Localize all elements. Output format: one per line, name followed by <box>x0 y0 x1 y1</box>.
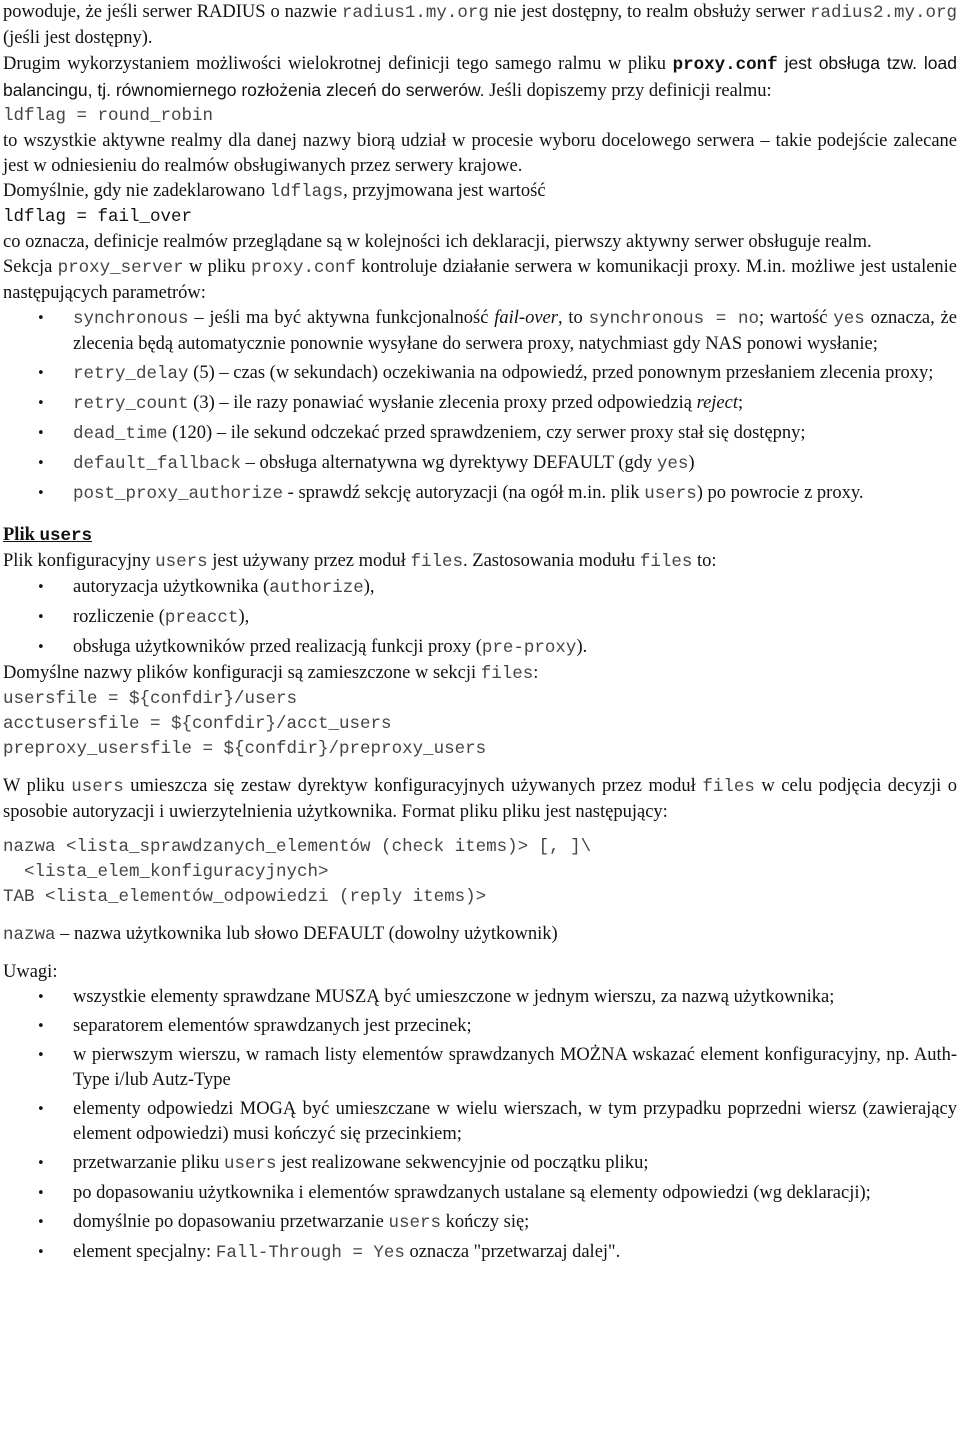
paragraph-nazwa: nazwa – nazwa użytkownika lub słowo DEFAULT (dowolny użytkownik) <box>3 924 558 945</box>
code-fail-over: ldflag = fail_over <box>3 207 193 227</box>
paragraph-users-file: Plik konfiguracyjny users jest używany przez moduł files. Zastosowania modułu files to: <box>3 551 717 572</box>
list-item: • retry_delay (5) – czas (w sekundach) oczekiwania na odpowiedź, przed ponownym przesłaniem zlecenia proxy; <box>3 361 957 387</box>
notes-label: Uwagi: <box>3 962 58 982</box>
list-item: • domyślnie po dopasowaniu przetwarzanie users kończy się; <box>3 1210 957 1236</box>
list-item: • default_fallback – obsługa alternatywna wg dyrektywy DEFAULT (gdy yes) <box>3 451 957 477</box>
paragraph-round-robin-description: to wszystkie aktywne realmy dla danej nazwy biorą udział w procesie wyboru docelowego serwera – takie podejście zalecane jest w odniesieniu do realmów obsługiwanych przez serwery krajowe. <box>3 131 957 176</box>
paragraph-fail-over-description: co oznacza, definicje realmów przeglądane są w kolejności ich deklaracji, pierwszy aktywny serwer obsługuje realm. <box>3 232 872 252</box>
config-lines-block <box>3 687 957 762</box>
list-item: • element specjalny: Fall-Through = Yes oznacza "przetwarzaj dalej". <box>3 1240 957 1266</box>
list-item: • w pierwszym wierszu, w ramach listy elementów sprawdzanych MOŻNA wskazać element konfiguracyjny, np. Auth-Type i/lub Autz-Type <box>3 1043 957 1093</box>
paragraph-default-ldflags: Domyślnie, gdy nie zadeklarowano ldflags, przyjmowana jest wartość <box>3 181 546 202</box>
list-item: • post_proxy_authorize - sprawdź sekcję autoryzacji (na ogół m.in. plik users) po powrocie z proxy. <box>3 481 957 507</box>
list-item: • separatorem elementów sprawdzanych jest przecinek; <box>3 1014 957 1039</box>
files-module-uses-list <box>3 575 957 661</box>
config-line: preproxy_usersfile = ${confdir}/preproxy_users <box>3 739 487 759</box>
format-block <box>3 835 957 910</box>
list-item: • przetwarzanie pliku users jest realizowane sekwencyjnie od początku pliku; <box>3 1151 957 1177</box>
format-line: <lista_elem_konfiguracyjnych> <box>3 862 329 882</box>
section-heading-users: Plik users <box>3 525 93 546</box>
paragraph-default-file-names: Domyślne nazwy plików konfiguracji są zamieszczone w sekcji files: <box>3 663 539 684</box>
paragraph-intro: powoduje, że jeśli serwer RADIUS o nazwie radius1.my.org nie jest dostępny, to realm obsłuży serwer radius2.my.org (jeśli jest dostępny). <box>3 2 957 48</box>
list-item: • dead_time (120) – ile sekund odczekać przed sprawdzeniem, czy serwer proxy stał się dostępny; <box>3 421 957 447</box>
paragraph-users-directives: W pliku users umieszcza się zestaw dyrektyw konfiguracyjnych używanych przez moduł files w celu podjęcia decyzji o sposobie autoryzacji i uwierzytelnienia użytkownika. Format pliku pliku jest następujący: <box>3 776 957 822</box>
format-line: nazwa <lista_sprawdzanych_elementów (check items)> [, ]\ <box>3 837 592 857</box>
config-line: usersfile = ${confdir}/users <box>3 689 298 709</box>
notes-list <box>3 985 957 1266</box>
format-line: TAB <lista_elementów_odpowiedzi (reply items)> <box>3 887 487 907</box>
list-item: • synchronous – jeśli ma być aktywna funkcjonalność fail-over, to synchronous = no; wartość yes oznacza, że zlecenia będą automatycznie ponownie wysyłane do serwera proxy, natychmiast gdy NAS ponowi wysłanie; <box>3 306 957 357</box>
paragraph-proxy-server-section: Sekcja proxy_server w pliku proxy.conf kontroluje działanie serwera w komunikacji proxy. M.in. możliwe jest ustalenie następujących parametrów: <box>3 257 958 303</box>
list-item: • obsługa użytkowników przed realizacją funkcji proxy (pre-proxy). <box>3 635 957 661</box>
list-item: • retry_count (3) – ile razy ponawiać wysłanie zlecenia proxy przed odpowiedzią reject; <box>3 391 957 417</box>
list-item: • rozliczenie (preacct), <box>3 605 957 631</box>
config-line: acctusersfile = ${confdir}/acct_users <box>3 714 392 734</box>
paragraph-load-balancing: Drugim wykorzystaniem możliwości wielokrotnej definicji tego samego ralmu w pliku proxy.conf jest obsługa tzw. load balancingu, tj. równomiernego rozłożenia zleceń do serwerów. Jeśli dopiszemy przy definicji realmu: <box>3 53 957 101</box>
list-item: • wszystkie elementy sprawdzane MUSZĄ być umieszczone w jednym wierszu, za nazwą użytkownika; <box>3 985 957 1010</box>
code-round-robin: ldflag = round_robin <box>3 106 214 126</box>
proxy-parameters-list <box>3 306 957 507</box>
list-item: • elementy odpowiedzi MOGĄ być umieszczane w wielu wierszach, w tym przypadku poprzedni wiersz (zawierający element odpowiedzi) musi kończyć się przecinkiem; <box>3 1097 957 1147</box>
list-item: • autoryzacja użytkownika (authorize), <box>3 575 957 601</box>
list-item: • po dopasowaniu użytkownika i elementów sprawdzanych ustalane są elementy odpowiedzi (wg deklaracji); <box>3 1181 957 1206</box>
